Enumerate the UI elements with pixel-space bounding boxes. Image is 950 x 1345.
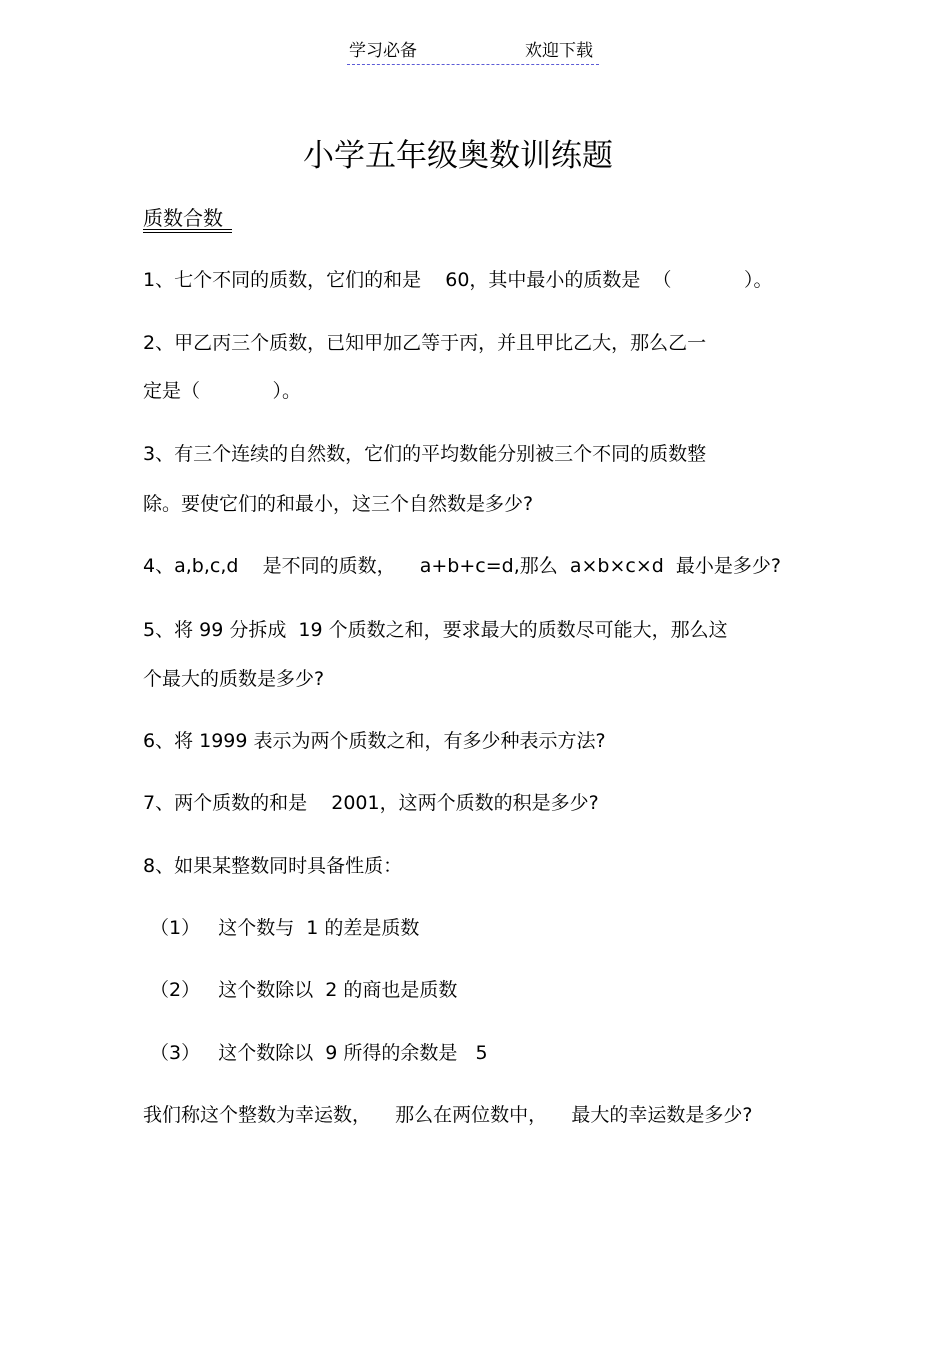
question-2-line-1: 2、甲乙丙三个质数，已知甲加乙等于丙，并且甲比乙大，那么乙一 xyxy=(143,332,707,354)
page-title: 小学五年级奥数训练题 xyxy=(303,138,613,174)
condition-1: （1） 这个数与 1 的差是质数 xyxy=(150,917,420,939)
header-right-text: 欢迎下载 xyxy=(525,41,593,61)
question-2-line-2: 定是（ ）。 xyxy=(143,380,301,402)
question-4: 4、a,b,c,d 是不同的质数， a+b+c=d,那么 a×b×c×d 最小是多少? xyxy=(143,555,781,577)
section-underline-second xyxy=(143,232,232,233)
question-6: 6、将 1999 表示为两个质数之和，有多少种表示方法? xyxy=(143,730,606,752)
question-5-line-2: 个最大的质数是多少? xyxy=(143,668,325,690)
section-underline xyxy=(143,229,232,230)
question-8-final: 我们称这个整数为幸运数， 那么在两位数中， 最大的幸运数是多少? xyxy=(143,1104,753,1126)
question-3-line-2: 除。要使它们的和最小，这三个自然数是多少? xyxy=(143,493,534,515)
question-8-intro: 8、如果某整数同时具备性质： xyxy=(143,855,403,877)
condition-3: （3） 这个数除以 9 所得的余数是 5 xyxy=(150,1042,488,1064)
section-heading: 质数合数 xyxy=(143,206,223,230)
question-5-line-1: 5、将 99 分拆成 19 个质数之和，要求最大的质数尽可能大，那么这 xyxy=(143,619,728,641)
question-1: 1、七个不同的质数，它们的和是 60，其中最小的质数是 （ ）。 xyxy=(143,269,773,291)
question-3-line-1: 3、有三个连续的自然数，它们的平均数能分别被三个不同的质数整 xyxy=(143,443,707,465)
header-left-text: 学习必备 xyxy=(349,41,417,61)
header-dashed-rule xyxy=(347,64,599,65)
condition-2: （2） 这个数除以 2 的商也是质数 xyxy=(150,979,458,1001)
question-7: 7、两个质数的和是 2001，这两个质数的积是多少? xyxy=(143,792,599,814)
